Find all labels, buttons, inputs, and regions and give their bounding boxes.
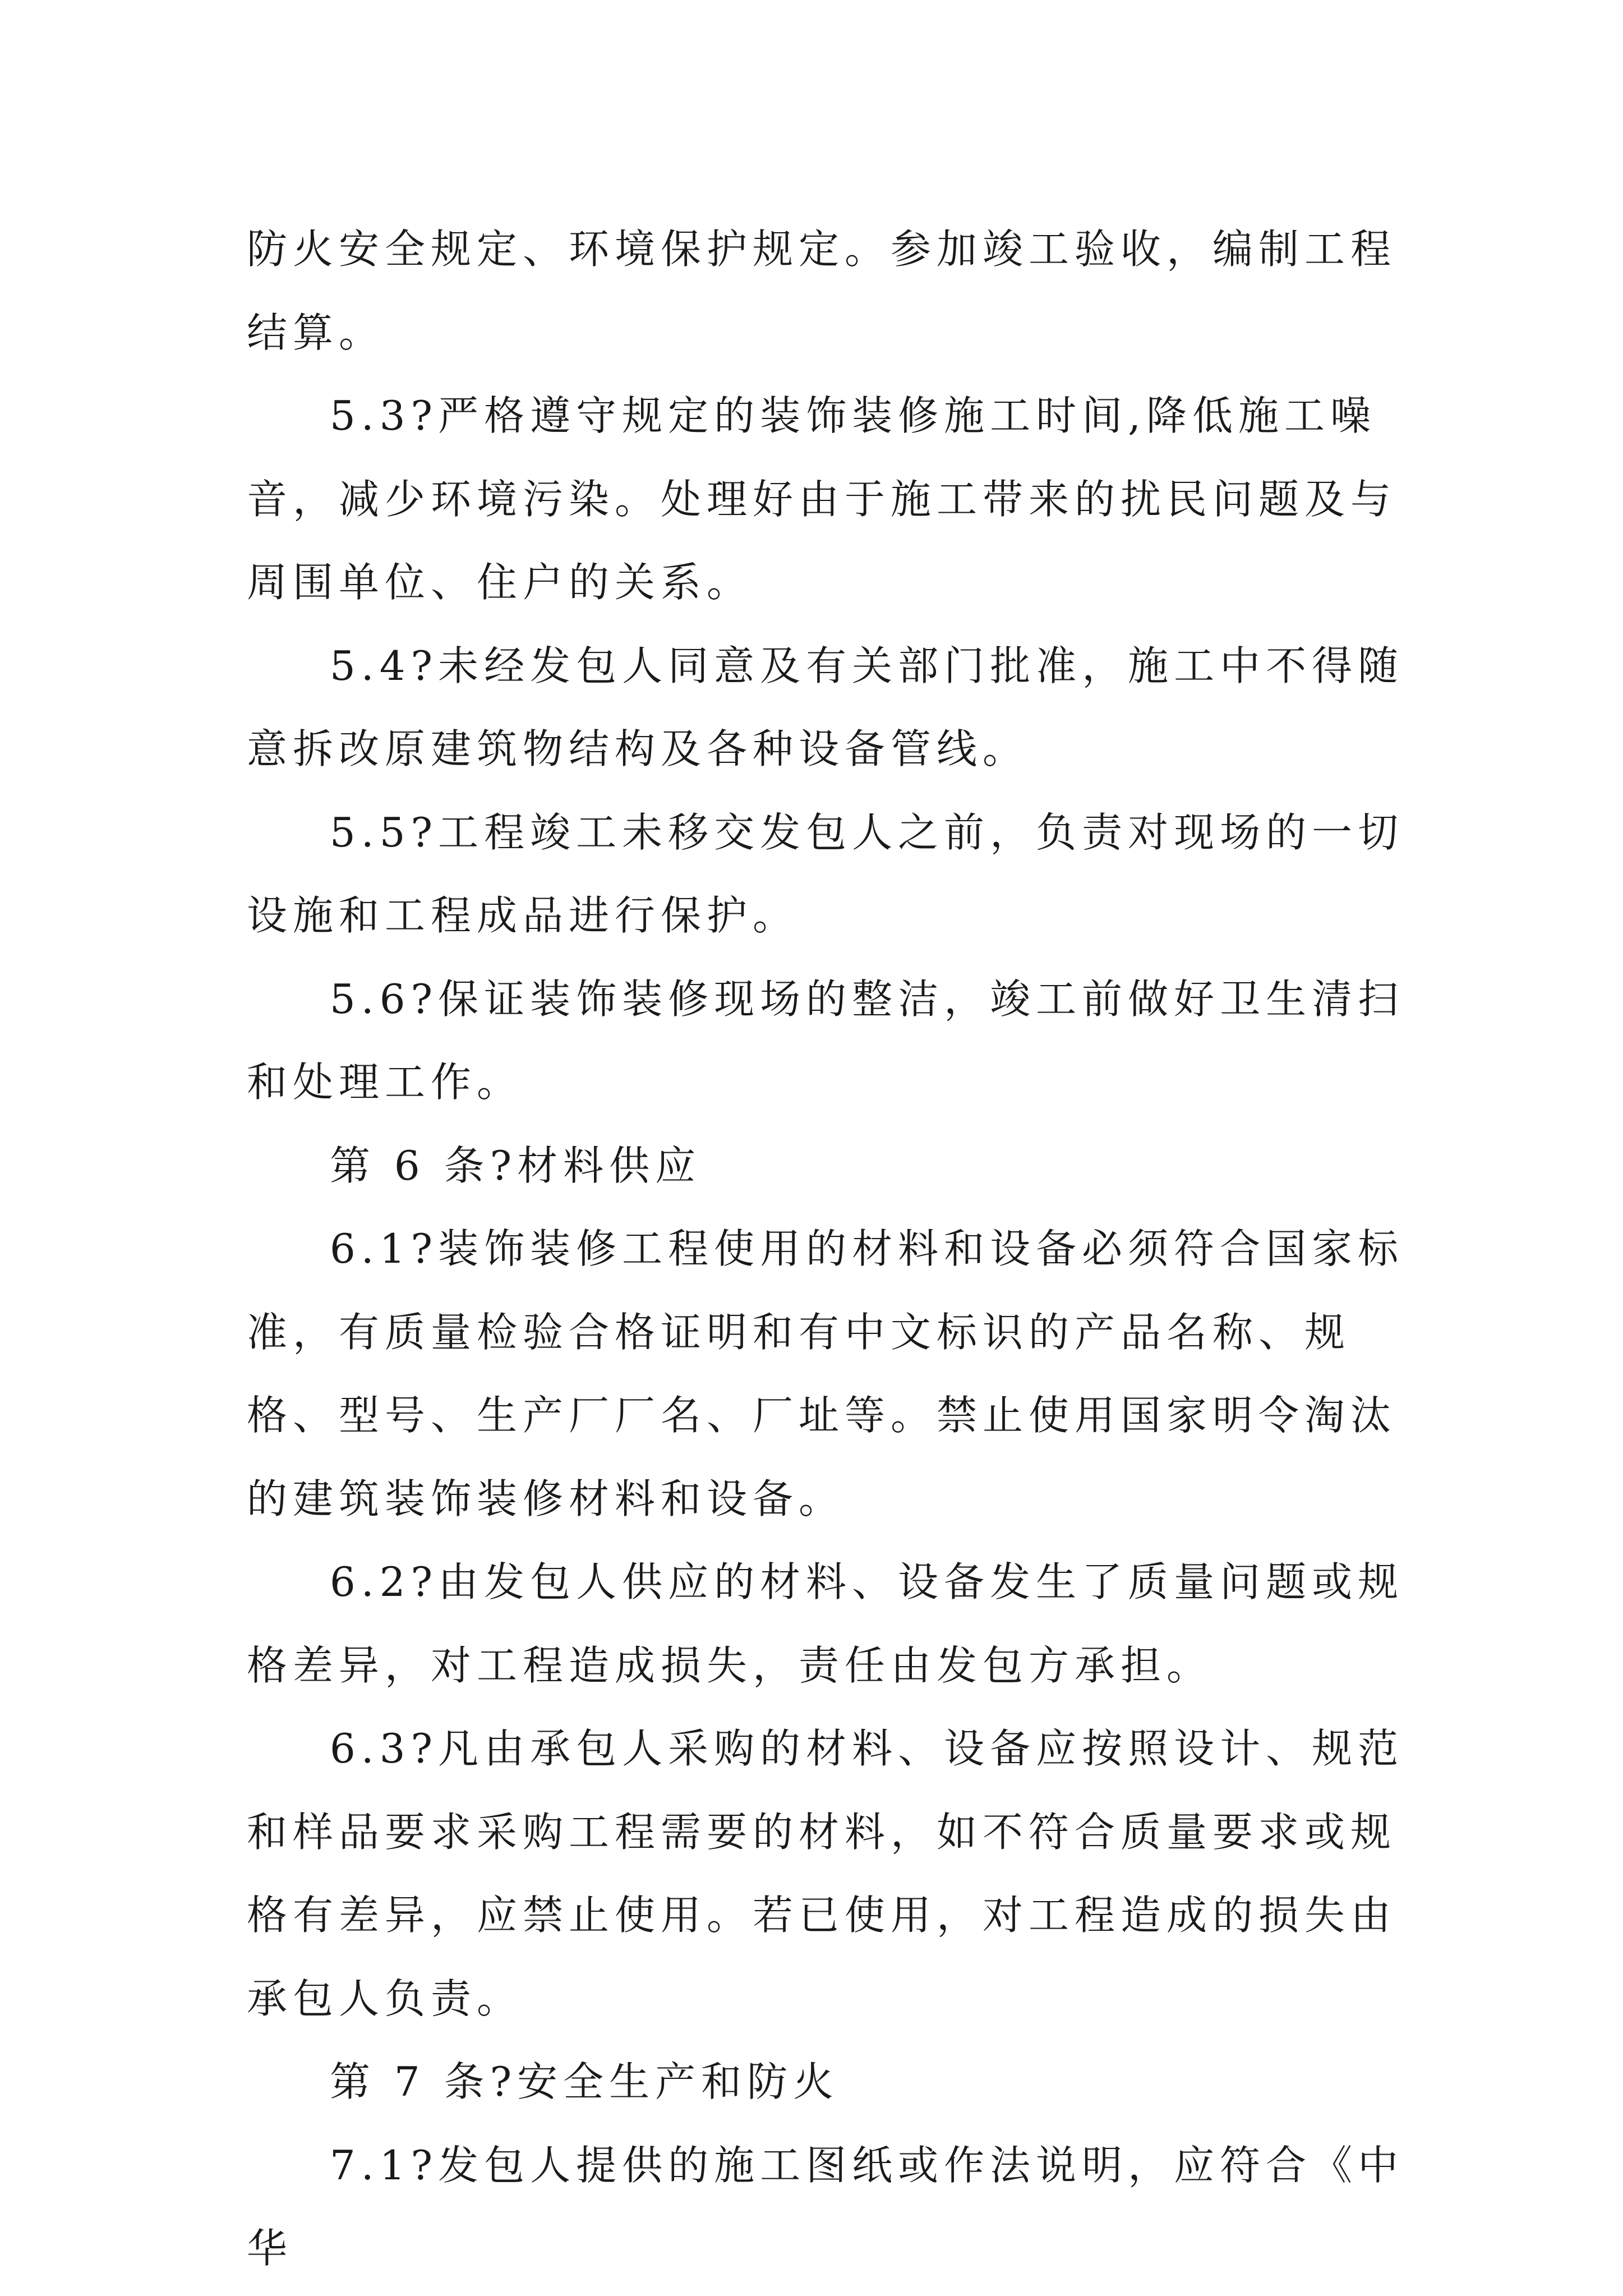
clause-5-4: 5.4?未经发包人同意及有关部门批准，施工中不得随意拆改原建筑物结构及各种设备管线。 — [247, 642, 1404, 772]
clause-6-1: 6.1?装饰装修工程使用的材料和设备必须符合国家标准，有质量检验合格证明和有中文标识的产品名称、规格、型号、生产厂厂名、厂址等。禁止使用国家明令淘汰的建筑装饰装修材料和设备。 — [247, 1225, 1404, 1522]
clause-6-2: 6.2?由发包人供应的材料、设备发生了质量问题或规格差异，对工程造成损失，责任由发包方承担。 — [247, 1558, 1404, 1689]
clause-5-5: 5.5?工程竣工未移交发包人之前，负责对现场的一切设施和工程成品进行保护。 — [247, 808, 1404, 939]
clause-6-3: 6.3?凡由承包人采购的材料、设备应按照设计、规范和样品要求采购工程需要的材料，如不符合质量要求或规格有差异，应禁止使用。若已使用，对工程造成的损失由承包人负责。 — [247, 1725, 1404, 2022]
clause-5-6: 5.6?保证装饰装修现场的整洁，竣工前做好卫生清扫和处理工作。 — [247, 975, 1404, 1106]
clause-5-3: 5.3?严格遵守规定的装饰装修施工时间,降低施工噪音，减少环境污染。处理好由于施工带来的扰民问题及与周围单位、住户的关系。 — [247, 392, 1397, 606]
document-body — [247, 208, 1413, 2290]
article-7-heading: 第 7 条?安全生产和防火 — [330, 2058, 840, 2105]
paragraph-continuation: 防火安全规定、环境保护规定。参加竣工验收，编制工程结算。 — [247, 226, 1397, 356]
clause-7-1: 7.1?发包人提供的施工图纸或作法说明，应符合《中华 — [247, 2141, 1404, 2272]
article-6-heading: 第 6 条?材料供应 — [330, 1142, 702, 1189]
